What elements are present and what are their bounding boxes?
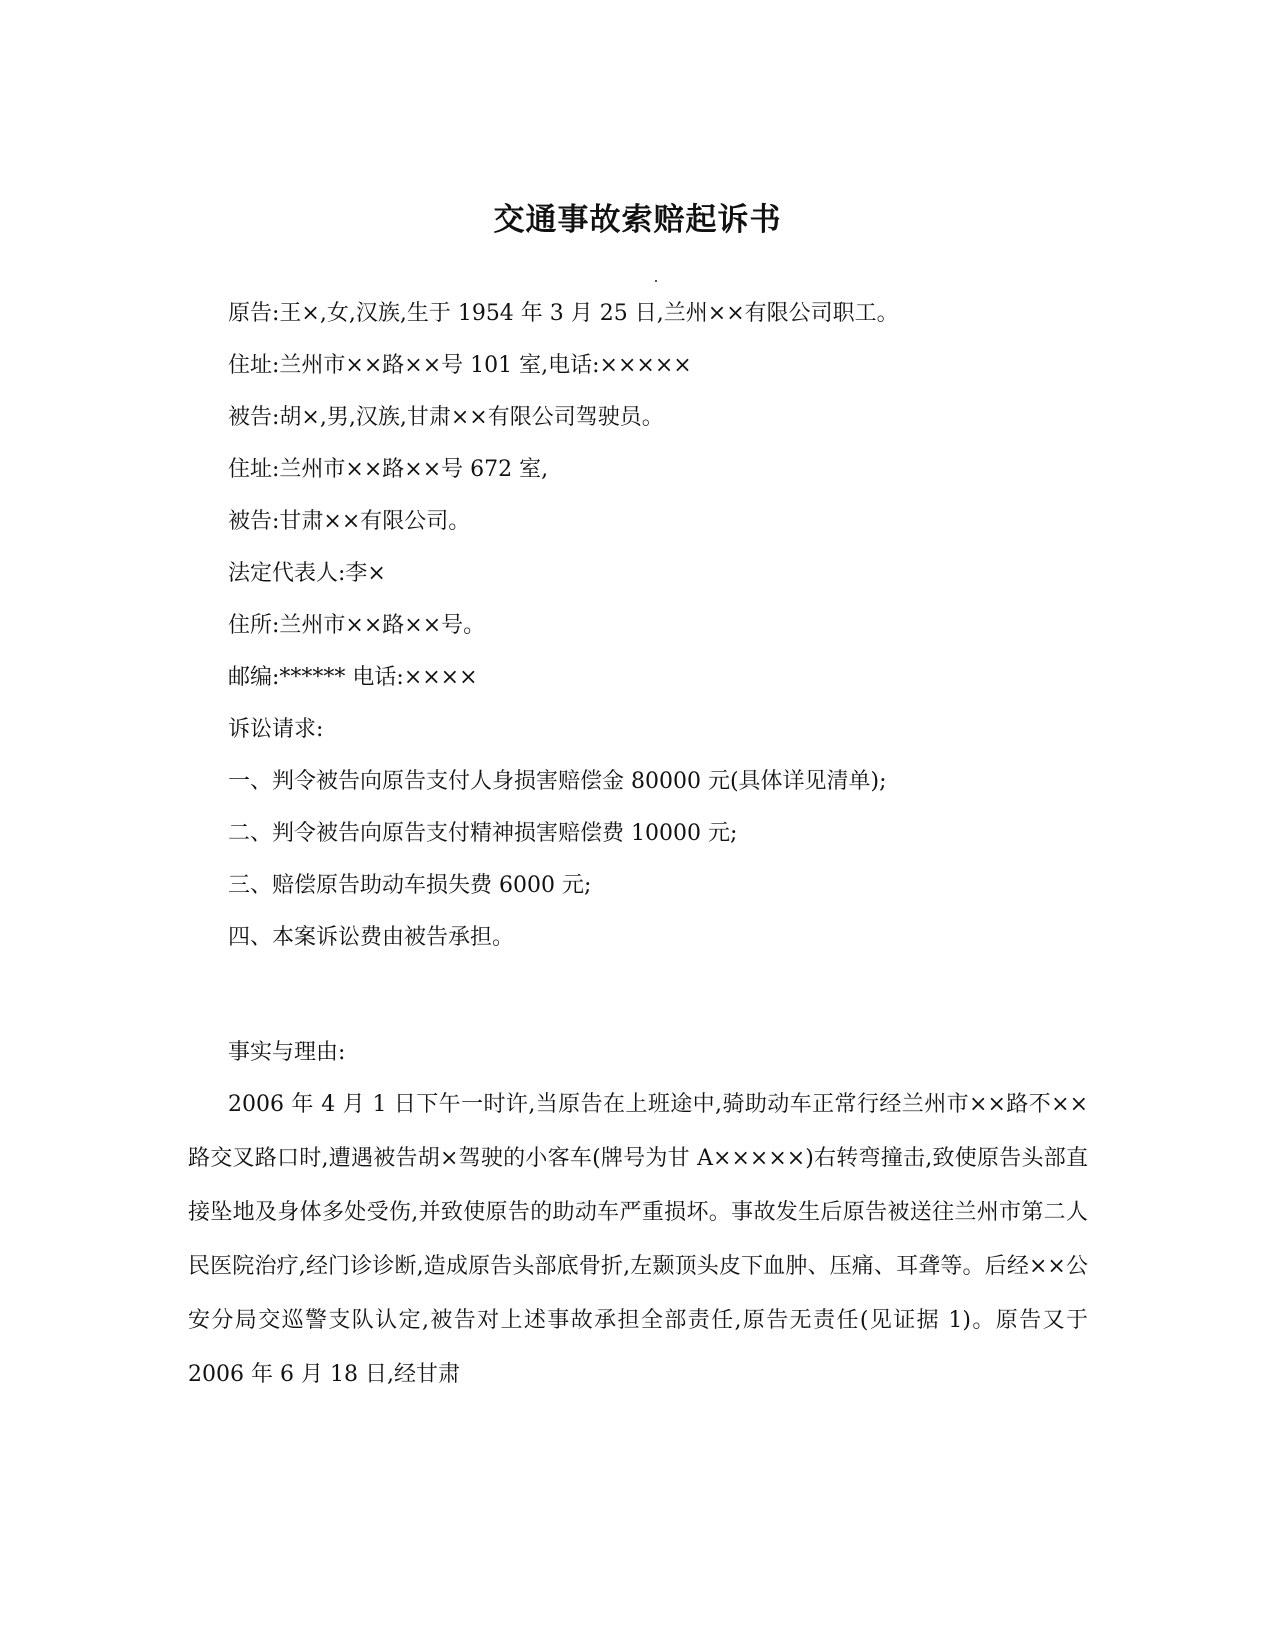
postcode-phone-line: 邮编:****** 电话:×××× [228, 665, 478, 690]
legal-representative-line: 法定代表人:李× [228, 561, 386, 586]
plaintiff-line: 原告:王×,女,汉族,生于 1954 年 3 月 25 日,兰州××有限公司职工。 [228, 301, 899, 326]
facts-heading: 事实与理由: [228, 1040, 346, 1065]
claim-item: 二、判令被告向原告支付精神损害赔偿费 10000 元; [228, 821, 738, 846]
stray-mark [655, 280, 657, 282]
facts-paragraph: 2006 年 4 月 1 日下午一时许,当原告在上班途中,骑助动车正常行经兰州市××路不××路交叉路口时,遭遇被告胡×驾驶的小客车(牌号为甘 A×××××)右转弯撞击,致使原告头部直接坠地及身体多处受伤,并致使原告的助动车严重损坏。事故发生后原告被送往兰州市第二人民医院治疗,经门诊诊断,造成原告头部底骨折,左颞顶头皮下血肿、压痛、耳聋等。后经××公安分局交巡警支队认定,被告对上述事故承担全部责任,原告无责任(见证据 1)。原告又于 2006 年 6 月 18 日,经甘肃 [188, 1092, 1088, 1387]
document-title: 交通事故索赔起诉书 [493, 202, 782, 238]
claim-item: 四、本案诉讼费由被告承担。 [228, 925, 515, 950]
claims-heading: 诉讼请求: [228, 717, 324, 742]
company-address-line: 住所:兰州市××路××号。 [228, 613, 486, 638]
claim-item: 一、判令被告向原告支付人身损害赔偿金 80000 元(具体详见清单); [228, 769, 887, 794]
defendant-address-line: 住址:兰州市××路××号 672 室, [228, 457, 549, 482]
defendant-line: 被告:胡×,男,汉族,甘肃××有限公司驾驶员。 [228, 405, 664, 430]
claim-item: 三、赔偿原告助动车损失费 6000 元; [228, 873, 592, 898]
plaintiff-address-line: 住址:兰州市××路××号 101 室,电话:××××× [228, 353, 692, 378]
defendant-company-line: 被告:甘肃××有限公司。 [228, 509, 471, 534]
